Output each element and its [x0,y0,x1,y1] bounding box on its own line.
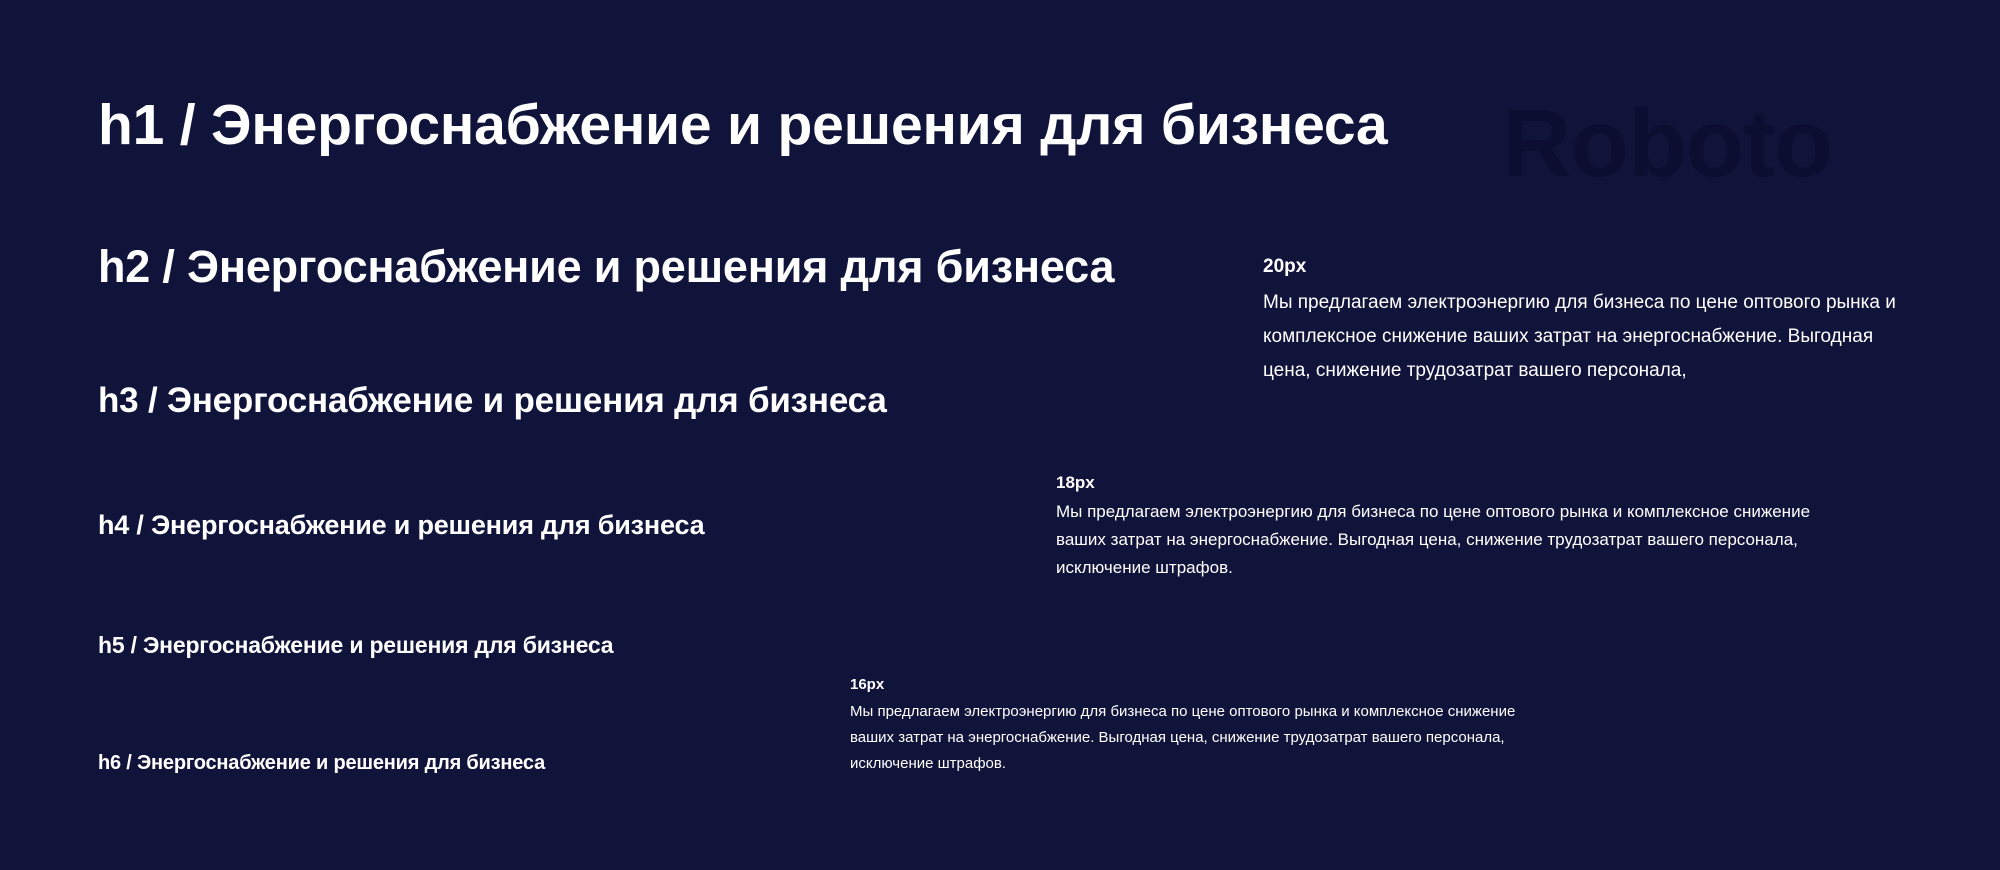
heading-h6-sample: h6 / Энергоснабжение и решения для бизнеса [98,752,546,774]
heading-h2-sample: h2 / Энергоснабжение и решения для бизнеса [98,241,1115,292]
sample-paragraph: Мы предлагаем электроэнергию для бизнеса по цене оптового рынка и комплексное снижение ваших затрат на энергоснабжение. Выгодная цена, снижение трудозатрат вашего персонала, [1263,292,1896,381]
font-size-label: 20px [1263,256,1307,277]
sample-paragraph: Мы предлагаем электроэнергию для бизнеса по цене оптового рынка и комплексное снижение ваших затрат на энергоснабжение. Выгодная цена, снижение трудозатрат вашего персонала, исключение штрафов. [1056,502,1811,577]
heading-h4-sample: h4 / Энергоснабжение и решения для бизнеса [98,510,705,540]
body-text-sample-20px [1263,256,1923,388]
font-size-label: 18px [1056,473,1095,492]
font-size-label: 16px [850,676,885,693]
sample-paragraph: Мы предлагаем электроэнергию для бизнеса по цене оптового рынка и комплексное снижение ваших затрат на энергоснабжение. Выгодная цена, снижение трудозатрат вашего персонала, исключение штрафов. [850,703,1516,772]
heading-h1-sample: h1 / Энергоснабжение и решения для бизнеса [98,93,1388,157]
heading-h3-sample: h3 / Энергоснабжение и решения для бизнеса [98,381,887,420]
font-name-watermark: Roboto [1502,90,1832,197]
body-text-sample-18px [1056,473,1816,582]
heading-h5-sample: h5 / Энергоснабжение и решения для бизнеса [98,632,614,658]
body-text-sample-16px [850,676,1530,777]
